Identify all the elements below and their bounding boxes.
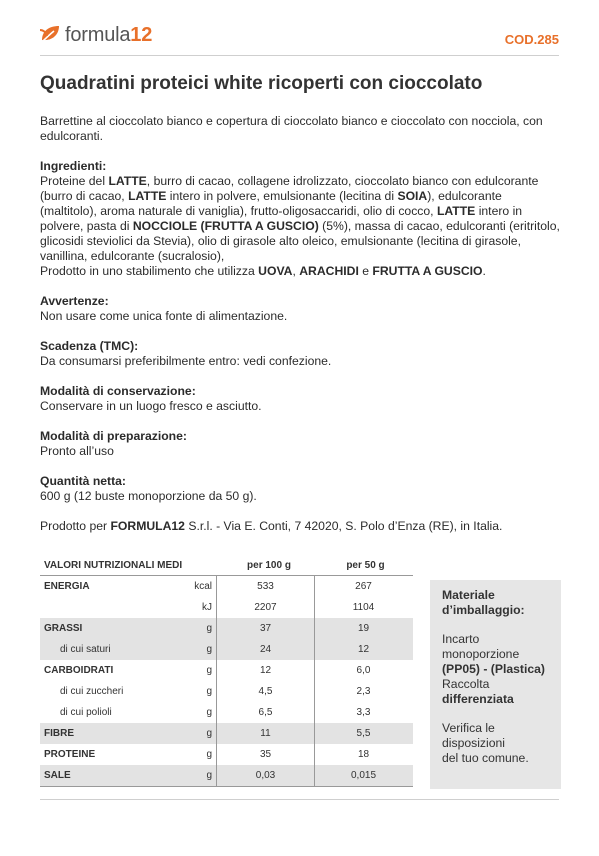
product-code: COD.285 — [504, 32, 559, 47]
nutrient-label: SALE — [44, 770, 71, 781]
nutrient-value-50g: 19 — [314, 618, 412, 639]
ingredient-text: , burro di cacao, collagene idrolizzato, cioccolato bianco con edulcorante (burro di cacao, — [40, 174, 539, 203]
nutrient-unit: g — [206, 707, 212, 718]
nutrient-unit: g — [206, 644, 212, 655]
nutrient-unit: g — [206, 623, 212, 634]
nutrient-unit: g — [206, 770, 212, 781]
storage-section — [40, 384, 560, 414]
nutrient-unit: g — [206, 728, 212, 739]
preparation-heading: Modalità di preparazione: — [40, 429, 187, 443]
nutrient-value-50g: 6,0 — [314, 660, 412, 681]
leaf-logo-icon — [38, 22, 64, 48]
ingredient-text: . — [482, 264, 486, 278]
nutrition-header-row — [40, 555, 413, 576]
label-body — [40, 114, 560, 534]
ingredient-text: ), edulcorante (maltitolo), aroma naturale di vaniglia), frutto-oligosaccaridi, olio di cocco, — [40, 189, 502, 218]
nutrient-unit: g — [206, 749, 212, 760]
nutrient-label: ENERGIA — [44, 581, 90, 592]
ingredient-text: e — [358, 264, 373, 278]
allergen-text: LATTE — [128, 189, 167, 203]
expiry-section — [40, 339, 560, 369]
ingredient-text: Prodotto in uno stabilimento che utilizza — [40, 264, 259, 278]
nutrient-value-100g: 533 — [216, 576, 314, 597]
nutrition-row — [40, 597, 413, 618]
packaging-box — [430, 580, 561, 789]
nutrient-value-100g: 24 — [216, 639, 314, 660]
expiry-text: Da consumarsi preferibilmente entro: vedi confezione. — [40, 354, 332, 368]
product-title: Quadratini proteici white ricoperti con cioccolato — [40, 73, 483, 94]
nutrient-value-50g: 0,015 — [314, 765, 412, 786]
warnings-section — [40, 294, 560, 324]
nutrient-unit: g — [206, 665, 212, 676]
bottom-divider — [40, 799, 559, 800]
quantity-text: 600 g (12 buste monoporzione da 50 g). — [40, 489, 257, 503]
nutrient-label: di cui saturi — [60, 644, 111, 655]
nutrient-label: FIBRE — [44, 728, 74, 739]
nutrition-header-100g: per 100 g — [247, 559, 291, 571]
nutrient-label: GRASSI — [44, 623, 83, 634]
nutrient-value-100g: 4,5 — [216, 681, 314, 702]
top-divider — [40, 55, 559, 56]
nutrient-label: PROTEINE — [44, 749, 96, 760]
expiry-heading: Scadenza (TMC): — [40, 339, 139, 353]
nutrient-label: di cui polioli — [60, 707, 112, 718]
product-description: Barrettine al cioccolato bianco e copertura di cioccolato bianco e cioccolato con nocciola, con edulcoranti. — [40, 114, 543, 143]
warnings-text: Non usare come unica fonte di alimentazione. — [40, 309, 288, 323]
nutrient-value-100g: 0,03 — [216, 765, 314, 786]
nutrition-header-label: VALORI NUTRIZIONALI MEDI — [44, 559, 183, 571]
nutrient-value-100g: 37 — [216, 618, 314, 639]
nutrient-unit: kcal — [194, 581, 212, 592]
nutrition-header-50g: per 50 g — [346, 559, 385, 571]
allergen-text: FRUTTA A GUSCIO — [372, 264, 483, 278]
nutrition-bottom-rule — [40, 786, 413, 787]
allergen-text: LATTE — [108, 174, 147, 188]
ingredient-text: intero in polvere, emulsionante (lecitina di — [166, 189, 398, 203]
nutrient-unit: g — [206, 686, 212, 697]
nutrient-value-100g: 12 — [216, 660, 314, 681]
storage-heading: Modalità di conservazione: — [40, 384, 196, 398]
nutrition-row — [40, 576, 413, 597]
producer-brand: FORMULA12 — [110, 519, 185, 533]
nutrient-value-100g: 2207 — [216, 597, 314, 618]
allergen-text: NOCCIOLE (FRUTTA A GUSCIO) — [132, 219, 319, 233]
brand-logo — [38, 20, 152, 50]
nutrition-table — [40, 555, 413, 787]
ingredient-text: , — [292, 264, 300, 278]
nutrition-row — [40, 765, 413, 786]
packaging-material: Incarto monoporzione (PP05) - (Plastica) Raccolta differenziata — [442, 632, 545, 706]
ingredients-section — [40, 159, 560, 279]
nutrition-row — [40, 702, 413, 723]
nutrition-row — [40, 681, 413, 702]
ingredient-text: intero in polvere, pasta di — [40, 204, 523, 233]
producer-line: Prodotto per FORMULA12 S.r.l. - Via E. Conti, 7 42020, S. Polo d’Enza (RE), in Italia. — [40, 519, 503, 533]
nutrient-value-100g: 11 — [216, 723, 314, 744]
preparation-text: Pronto all’uso — [40, 444, 114, 458]
nutrition-row — [40, 639, 413, 660]
nutrient-value-50g: 5,5 — [314, 723, 412, 744]
nutrient-value-50g: 18 — [314, 744, 412, 765]
allergen-text: SOIA — [397, 189, 428, 203]
packaging-note: Verifica le disposizioni del tuo comune. — [442, 721, 529, 765]
quantity-heading: Quantità netta: — [40, 474, 126, 488]
nutrient-value-100g: 35 — [216, 744, 314, 765]
nutrient-value-50g: 267 — [314, 576, 412, 597]
ingredient-text: Proteine del — [40, 174, 109, 188]
storage-text: Conservare in un luogo fresco e asciutto. — [40, 399, 262, 413]
ingredients-text — [40, 174, 560, 279]
packaging-heading: Materiale d’imballaggio: — [442, 588, 525, 617]
nutrient-value-50g: 2,3 — [314, 681, 412, 702]
nutrient-label: CARBOIDRATI — [44, 665, 114, 676]
quantity-section — [40, 474, 560, 504]
nutrition-row — [40, 618, 413, 639]
nutrient-value-100g: 6,5 — [216, 702, 314, 723]
nutrient-value-50g: 3,3 — [314, 702, 412, 723]
allergen-text: LATTE — [436, 204, 476, 218]
allergen-text: UOVA — [258, 264, 293, 278]
nutrient-label: di cui zuccheri — [60, 686, 124, 697]
nutrient-unit: kJ — [202, 602, 212, 613]
nutrition-row — [40, 660, 413, 681]
description-section — [40, 114, 560, 144]
nutrient-value-50g: 1104 — [314, 597, 412, 618]
allergen-text: ARACHIDI — [299, 264, 359, 278]
nutrient-value-50g: 12 — [314, 639, 412, 660]
ingredients-heading: Ingredienti: — [40, 159, 107, 173]
preparation-section — [40, 429, 560, 459]
warnings-heading: Avvertenze: — [40, 294, 109, 308]
producer-section — [40, 519, 560, 534]
nutrition-row — [40, 744, 413, 765]
ingredient-text: (5%), massa di cacao, edulcoranti (eritritolo, glicosidi steviolici da Stevia), olio di girasole alto oleico, emulsionante (lecitina di girasole, vanillina, edulcorante (sucralosio), — [40, 219, 560, 263]
nutrition-rows — [40, 576, 413, 786]
nutrition-row — [40, 723, 413, 744]
brand-name: formula12 — [65, 23, 153, 46]
